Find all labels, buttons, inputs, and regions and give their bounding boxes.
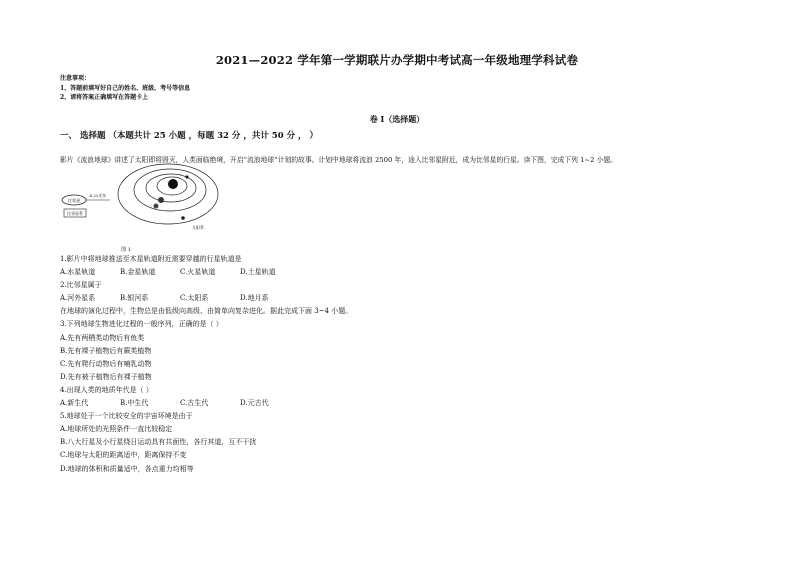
planet-outer xyxy=(181,216,185,220)
question-stem: 5.地球处于一个比较安全的宇宙环境是由于 xyxy=(60,412,193,421)
solar-system-figure xyxy=(60,162,220,254)
option-line: C.地球与太阳的距离适中，距离保持不变 xyxy=(60,451,187,460)
option-line: B.八大行星及小行星绕日运动具有共面性，各行其道，互不干扰 xyxy=(60,438,257,447)
option: A.水星轨道 xyxy=(60,268,96,277)
option: D.土星轨道 xyxy=(240,268,276,277)
option-row xyxy=(60,266,352,279)
notes-item: 2、请将答案正确填写在答题卡上 xyxy=(60,94,149,101)
option-row xyxy=(60,292,352,305)
proxima-label: 比邻星 xyxy=(67,198,81,203)
figure-caption: 图 1 xyxy=(121,247,131,253)
orbit-outer xyxy=(118,164,218,224)
notes-heading: 注意事项： xyxy=(60,75,91,82)
sun-system-label: 太阳系 xyxy=(192,225,204,230)
distance-label: 4.22光年 xyxy=(89,193,107,198)
question-stem: 4.出现人类的地质年代是（ ） xyxy=(60,385,153,394)
part-one-heading: 一、 选择题 （本题共计 25 小题 ，每题 32 分 ，共计 50 分 ， ） xyxy=(60,131,318,141)
option-line: A.先有两栖类动物后有鱼类 xyxy=(60,333,145,342)
option: D.元古代 xyxy=(240,399,269,408)
option: C.古生代 xyxy=(180,399,209,408)
question-stem: 在地球的演化过程中，生物总是由低级向高级、由简单向复杂进化。据此完成下面 3~4 小题。 xyxy=(60,307,353,316)
planet-jupiter xyxy=(154,204,159,209)
exam-title: 2021—2022 学年第一学期联片办学期中考试高一年级地理学科试卷 xyxy=(215,53,579,67)
option: B.中生代 xyxy=(120,399,149,408)
option-line: B.先有裸子植物后有蕨类植物 xyxy=(60,346,152,355)
section-title: 卷 I（选择题） xyxy=(369,114,425,124)
option-row xyxy=(60,397,352,410)
question-stem: 2.比邻星属于 xyxy=(60,281,102,290)
question-stem: 1.影片中将地球推送至木星轨道附近需要穿越的行星轨道是 xyxy=(60,255,242,263)
option: B.银河系 xyxy=(120,294,149,303)
option: D.地月系 xyxy=(240,294,269,303)
intro-paragraph: 影片《流浪地球》讲述了太阳即将毁灭，人类面临绝境，开启“流浪地球”计划的故事。计划中地球将流浪 2500 年，途入比邻星附近，成为比邻星的行星。读下图，完成下列 1~2 小题。 xyxy=(60,156,617,164)
option-line: D.先有被子植物后有裸子植物 xyxy=(60,372,152,381)
planet-small xyxy=(185,175,188,178)
option-line: D.地球的体积和质量适中，各点重力均相等 xyxy=(60,464,194,473)
option: C.火星轨道 xyxy=(180,268,216,277)
sun-icon xyxy=(168,179,178,189)
orbit-4 xyxy=(134,169,206,211)
planet-earth xyxy=(158,197,164,203)
option: B.金星轨道 xyxy=(120,268,156,277)
option: C.太阳系 xyxy=(180,294,209,303)
question-list xyxy=(60,253,352,476)
option-line: C.先有爬行动物后有哺乳动物 xyxy=(60,359,152,368)
notes-block xyxy=(60,74,190,103)
option: A.河外星系 xyxy=(60,294,96,303)
notes-item: 1、答题前填写好自己的姓名、班级、考号等信息 xyxy=(60,84,191,92)
option-line: A.地球所处的光照条件一直比较稳定 xyxy=(60,425,173,434)
option: A.新生代 xyxy=(60,399,89,408)
system-label: 比邻星系 xyxy=(67,211,83,216)
question-stem: 3.下列地球生物进化过程的一般序列，正确的是（ ） xyxy=(60,320,223,329)
